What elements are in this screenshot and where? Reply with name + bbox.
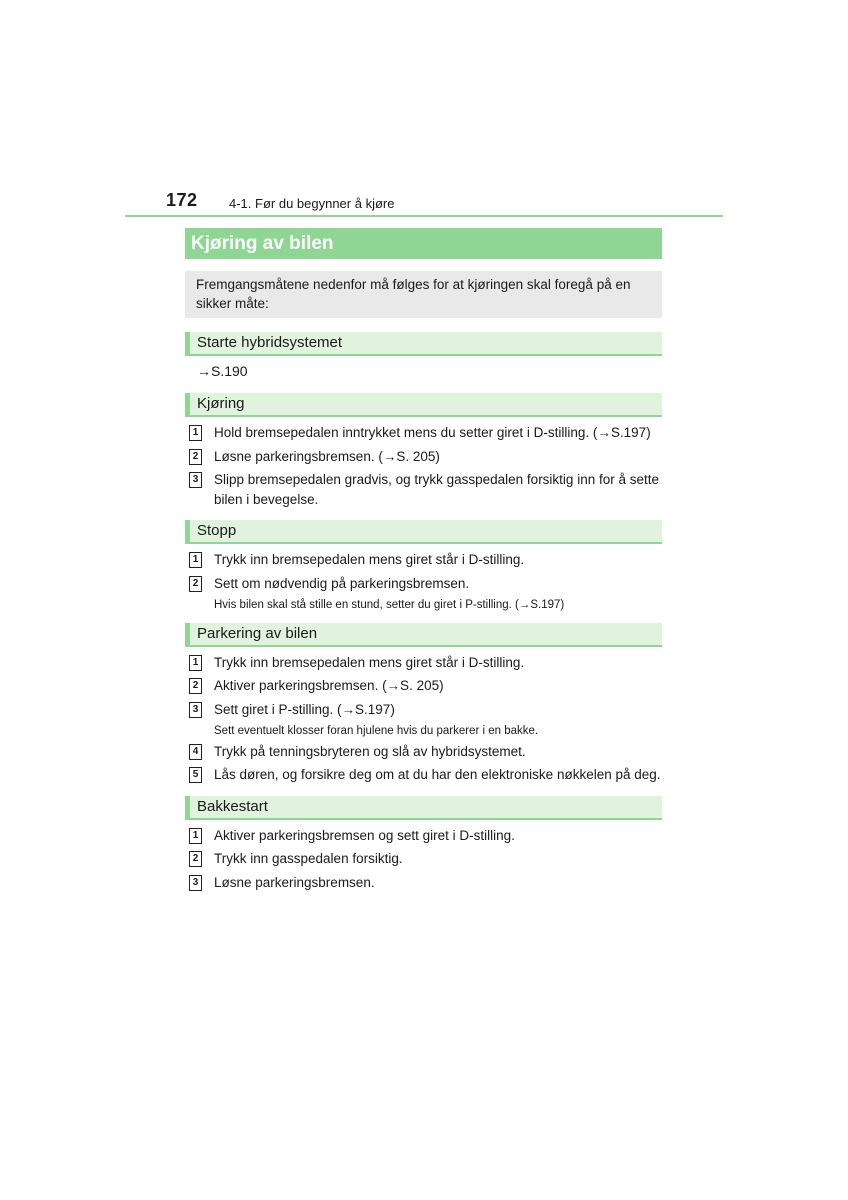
step-item (189, 873, 662, 893)
section-heading-parking: Parkering av bilen (185, 623, 662, 647)
intro-box: Fremgangsmåtene nedenfor må følges for at kjøringen skal foregå på en sikker måte: (185, 271, 662, 318)
step-item (189, 765, 662, 785)
step-item (189, 742, 662, 762)
step-number: 2 (189, 678, 202, 694)
step-number: 1 (189, 425, 202, 441)
step-number: 4 (189, 744, 202, 760)
section-heading-start: Starte hybridsystemet (185, 332, 662, 356)
page-reference: →S.190 (197, 363, 248, 379)
page-title: Kjøring av bilen (185, 228, 662, 259)
step-item (189, 550, 662, 570)
step-number: 1 (189, 552, 202, 568)
page-header (0, 0, 848, 220)
step-text: Aktiver parkeringsbremsen. (→S. 205) (214, 678, 444, 693)
chapter-title: 4-1. Før du begynner å kjøre (229, 196, 395, 211)
step-text: Hold bremsepedalen inntrykket mens du setter giret i D-stilling. (→S.197) (214, 425, 651, 440)
step-item (189, 653, 662, 673)
step-number: 1 (189, 828, 202, 844)
step-item (189, 849, 662, 869)
step-text: Aktiver parkeringsbremsen og sett giret i D-stilling. (214, 828, 515, 843)
step-text: Lås døren, og forsikre deg om at du har den elektroniske nøkkelen på deg. (214, 767, 661, 782)
section-heading-driving: Kjøring (185, 393, 662, 417)
step-item (189, 447, 662, 467)
step-item (189, 574, 662, 594)
step-note: Hvis bilen skal stå stille en stund, setter du giret i P-stilling. (→S.197) (214, 599, 565, 611)
step-item (189, 423, 662, 443)
step-text: Trykk inn gasspedalen forsiktig. (214, 851, 403, 866)
step-text: Sett om nødvendig på parkeringsbremsen. (214, 576, 470, 591)
step-item (189, 470, 662, 509)
section-heading-hill-start: Bakkestart (185, 796, 662, 820)
step-text: Trykk inn bremsepedalen mens giret står i D-stilling. (214, 552, 525, 567)
page-number: 172 (166, 190, 198, 210)
step-item (189, 676, 662, 696)
step-item (189, 826, 662, 846)
step-number: 3 (189, 472, 202, 488)
step-text: Løsne parkeringsbremsen. (→S. 205) (214, 449, 440, 464)
step-text: Sett giret i P-stilling. (→S.197) (214, 702, 395, 717)
step-number: 2 (189, 576, 202, 592)
header-rule (125, 215, 723, 217)
step-text: Slipp bremsepedalen gradvis, og trykk gasspedalen forsiktig inn for å sette bilen i bevegelse. (214, 472, 659, 507)
step-number: 1 (189, 655, 202, 671)
step-number: 2 (189, 851, 202, 867)
step-note: Sett eventuelt klosser foran hjulene hvis du parkerer i en bakke. (214, 725, 539, 737)
step-number: 3 (189, 875, 202, 891)
step-text: Trykk inn bremsepedalen mens giret står i D-stilling. (214, 655, 525, 670)
step-item (189, 700, 662, 720)
step-number: 2 (189, 449, 202, 465)
step-number: 3 (189, 702, 202, 718)
step-number: 5 (189, 767, 202, 783)
step-text: Løsne parkeringsbremsen. (214, 875, 375, 890)
section-heading-stop: Stopp (185, 520, 662, 544)
step-text: Trykk på tenningsbryteren og slå av hybridsystemet. (214, 744, 526, 759)
